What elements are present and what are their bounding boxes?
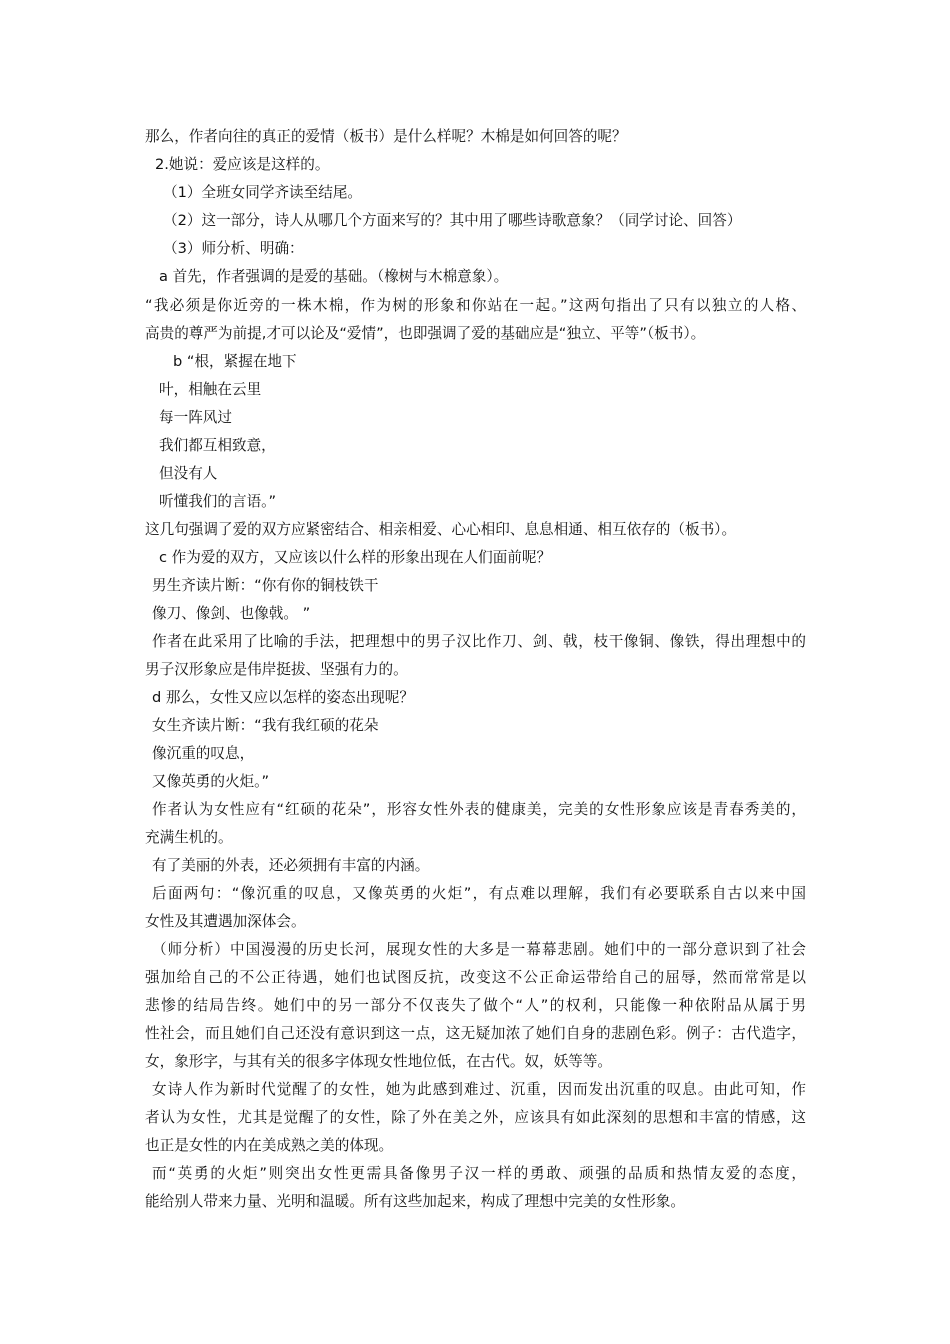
text-line: 强加给自己的不公正待遇，她们也试图反抗，改变这不公正命运带给自己的屈辱，然而常常是以 bbox=[145, 969, 806, 986]
text-line: 像刀、像剑、也像戟。 ” bbox=[152, 605, 311, 622]
text-line: 女，象形字，与其有关的很多字体现女性地位低，在古代。奴，妖等等。 bbox=[145, 1053, 613, 1070]
text-line: 性社会，而且她们自己还没有意识到这一点，这无疑加浓了她们自身的悲剧色彩。例子：古代造字， bbox=[145, 1025, 806, 1042]
text-line: （2）这一部分，诗人从哪几个方面来写的？其中用了哪些诗歌意象？（同学讨论、回答） bbox=[163, 212, 742, 229]
text-line: 像沉重的叹息， bbox=[152, 745, 255, 762]
text-line: 又像英勇的火炬。” bbox=[152, 773, 270, 790]
text-line: 男生齐读片断：“你有你的铜枝铁干 bbox=[152, 577, 379, 594]
text-line: 后面两句：“像沉重的叹息，又像英勇的火炬”，有点难以理解，我们有必要联系自古以来中国 bbox=[152, 885, 806, 902]
text-line: 女生齐读片断：“我有我红硕的花朵 bbox=[152, 717, 379, 734]
text-line: 女诗人作为新时代觉醒了的女性，她为此感到难过、沉重，因而发出沉重的叹息。由此可知，作 bbox=[152, 1081, 806, 1098]
text-line: （1）全班女同学齐读至结尾。 bbox=[163, 184, 363, 201]
text-line: 作者认为女性应有“红硕的花朵”，形容女性外表的健康美，完美的女性形象应该是青春秀美的， bbox=[152, 801, 806, 818]
text-line: 女性及其遭遇加深体会。 bbox=[145, 913, 306, 930]
text-line: （3）师分析、明确： bbox=[163, 240, 304, 257]
text-line: 听懂我们的言语。” bbox=[159, 493, 277, 510]
text-line: 我们都互相致意， bbox=[159, 437, 276, 454]
text-line: 每一阵风过 bbox=[159, 409, 232, 426]
text-line: 2.她说：爱应该是这样的。 bbox=[155, 156, 330, 173]
text-line: 充满生机的。 bbox=[145, 829, 233, 846]
text-line: 有了美丽的外表，还必须拥有丰富的内涵。 bbox=[152, 857, 430, 874]
text-line: 这几句强调了爱的双方应紧密结合、相亲相爱、心心相印、息息相通、相互依存的（板书）。 bbox=[145, 521, 737, 538]
text-line: 悲惨的结局告终。她们中的另一部分不仅丧失了做个“人”的权利，只能像一种依附品从属于男 bbox=[145, 997, 806, 1014]
text-line: a 首先，作者强调的是爱的基础。（橡树与木棉意象）。 bbox=[159, 268, 509, 285]
text-line: （师分析）中国漫漫的历史长河，展现女性的大多是一幕幕悲剧。她们中的一部分意识到了社会 bbox=[152, 941, 806, 958]
text-line: 高贵的尊严为前提,才可以论及“爱情”，也即强调了爱的基础应是“独立、平等”（板书）。 bbox=[145, 325, 706, 342]
text-line: 那么，作者向往的真正的爱情（板书）是什么样呢？木棉是如何回答的呢？ bbox=[145, 128, 627, 145]
text-line: 但没有人 bbox=[159, 465, 218, 482]
text-line: 能给别人带来力量、光明和温暖。所有这些加起来，构成了理想中完美的女性形象。 bbox=[145, 1193, 685, 1210]
text-line: 叶，相触在云里 bbox=[159, 381, 262, 398]
text-line: c 作为爱的双方，又应该以什么样的形象出现在人们面前呢？ bbox=[159, 549, 552, 566]
text-line: 者认为女性，尤其是觉醒了的女性，除了外在美之外，应该具有如此深刻的思想和丰富的情感，这 bbox=[145, 1109, 806, 1126]
text-line: 而“英勇的火炬”则突出女性更需具备像男子汉一样的勇敢、顽强的品质和热情友爱的态度， bbox=[152, 1165, 806, 1182]
text-line: d 那么，女性又应以怎样的姿态出现呢？ bbox=[152, 689, 414, 706]
text-line: 作者在此采用了比喻的手法，把理想中的男子汉比作刀、剑、戟，枝干像铜、像铁，得出理想中的 bbox=[152, 633, 806, 650]
text-line: 男子汉形象应是伟岸挺拔、坚强有力的。 bbox=[145, 661, 408, 678]
text-line: 也正是女性的内在美成熟之美的体现。 bbox=[145, 1137, 394, 1154]
text-line: “我必须是你近旁的一株木棉，作为树的形象和你站在一起。”这两句指出了只有以独立的人格、 bbox=[145, 297, 806, 314]
text-line: b “根，紧握在地下 bbox=[173, 353, 297, 370]
